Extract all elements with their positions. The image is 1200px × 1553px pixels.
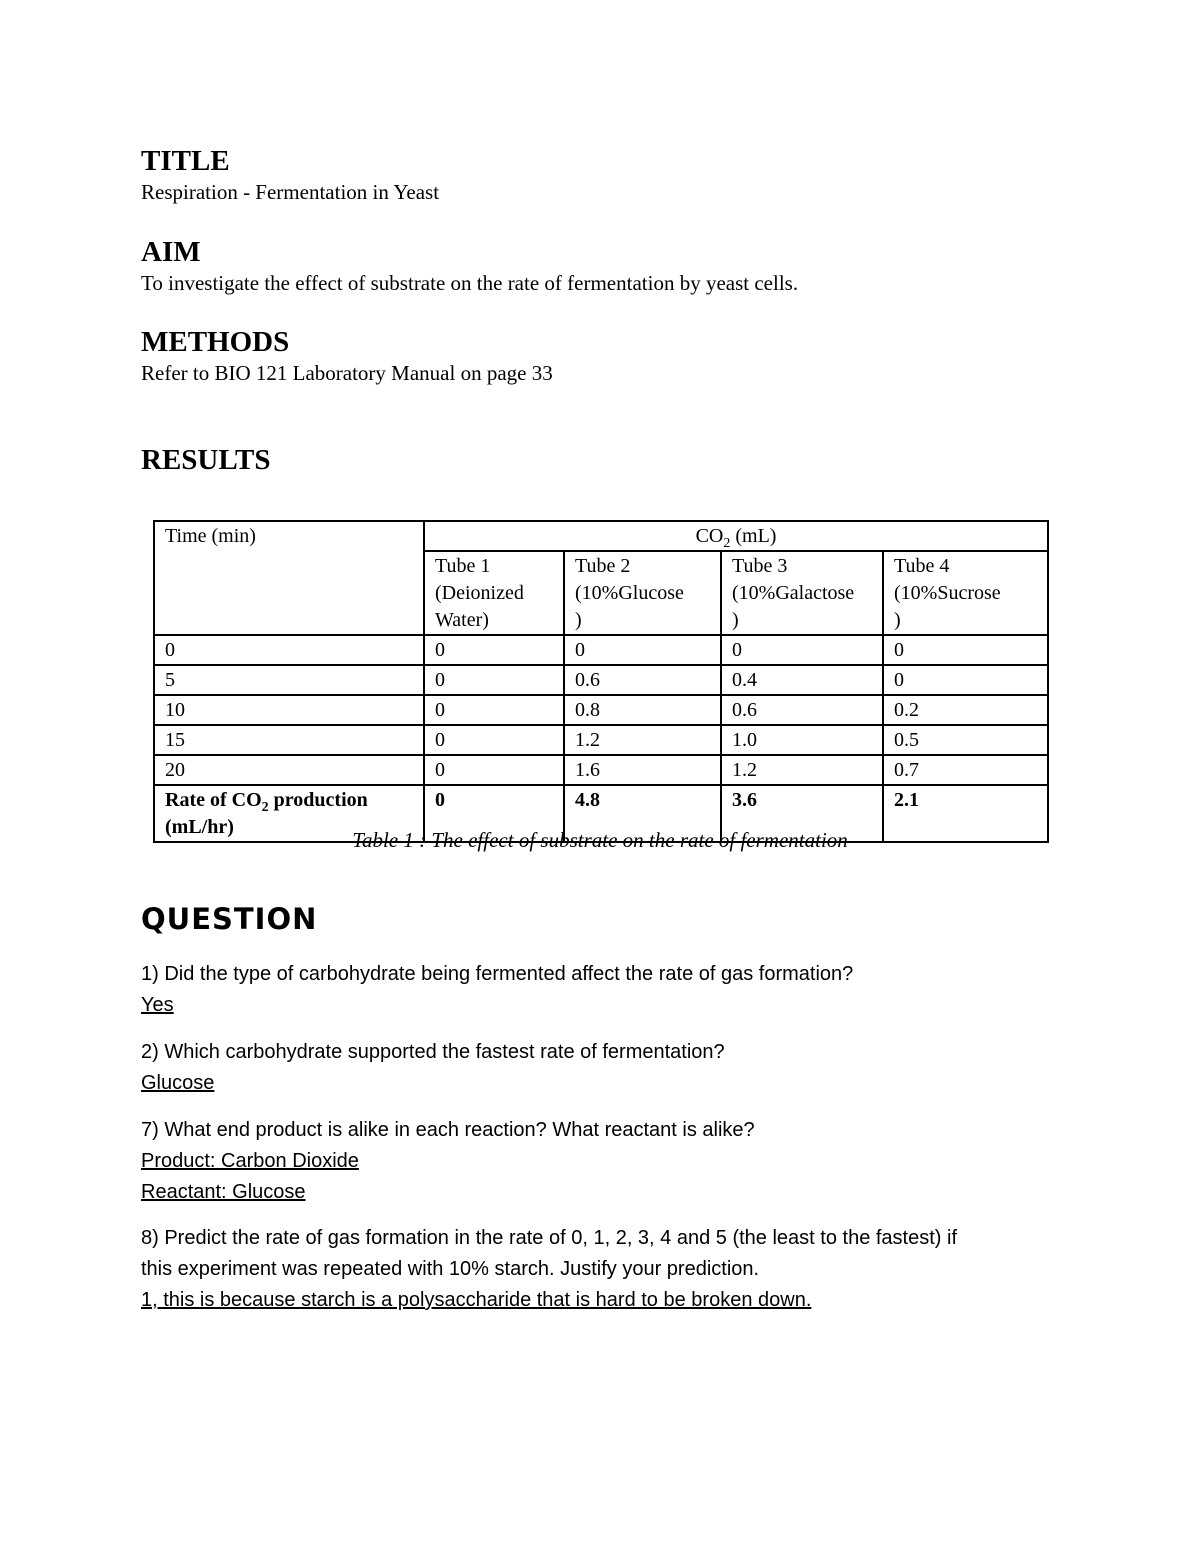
table-cell: 20 <box>154 755 424 785</box>
tube-3-header: Tube 3 (10%Galactose ) <box>721 551 883 635</box>
table-cell: 1.2 <box>721 755 883 785</box>
tube-4-header: Tube 4 (10%Sucrose ) <box>883 551 1048 635</box>
table-row <box>154 665 1048 695</box>
table-cell: 0 <box>721 635 883 665</box>
results-heading: RESULTS <box>141 444 271 476</box>
question-1: 1) Did the type of carbohydrate being fermented affect the rate of gas formation? <box>141 963 854 985</box>
rate-label-suffix: production <box>268 789 368 811</box>
table-cell: 5 <box>154 665 424 695</box>
table-cell: 0 <box>883 635 1048 665</box>
table-cell: 0 <box>424 755 564 785</box>
methods-text: Refer to BIO 121 Laboratory Manual on page 33 <box>141 361 553 385</box>
title-heading: TITLE <box>141 145 230 177</box>
title-text: Respiration - Fermentation in Yeast <box>141 180 440 204</box>
question-2: 2) Which carbohydrate supported the fastest rate of fermentation? <box>141 1041 725 1063</box>
aim-heading: AIM <box>141 236 201 268</box>
table-cell: 0 <box>424 695 564 725</box>
time-header: Time (min) <box>165 525 256 547</box>
aim-text: To investigate the effect of substrate on the rate of fermentation by yeast cells. <box>141 271 799 295</box>
table-cell: 0.4 <box>721 665 883 695</box>
time-header-cell <box>154 521 424 635</box>
answer-8: 1, this is because starch is a polysaccharide that is hard to be broken down. <box>141 1289 812 1311</box>
answer-7-reactant: Reactant: Glucose <box>141 1181 306 1203</box>
table-cell: 0 <box>883 665 1048 695</box>
table-row <box>154 755 1048 785</box>
question-7: 7) What end product is alike in each reaction? What reactant is alike? <box>141 1119 755 1141</box>
table-cell: 0 <box>154 635 424 665</box>
table-cell: 1.6 <box>564 755 721 785</box>
answer-1: Yes <box>141 994 174 1016</box>
methods-heading: METHODS <box>141 326 290 358</box>
co2-header-suffix: (mL) <box>730 525 777 547</box>
table-cell: 1.2 <box>564 725 721 755</box>
table-cell: 0.7 <box>883 755 1048 785</box>
table-cell: 0 <box>564 635 721 665</box>
table-cell: 10 <box>154 695 424 725</box>
table-caption: Table 1 : The effect of substrate on the rate of fermentation <box>352 828 848 852</box>
table-cell: 0.6 <box>721 695 883 725</box>
table-cell: 0 <box>424 635 564 665</box>
rate-value: 3.6 <box>721 785 883 842</box>
co2-header-prefix: CO <box>695 525 724 547</box>
table-cell: 0.2 <box>883 695 1048 725</box>
tube-2-header: Tube 2 (10%Glucose ) <box>564 551 721 635</box>
table-cell: 15 <box>154 725 424 755</box>
table-cell: 0.5 <box>883 725 1048 755</box>
table-cell: 0 <box>424 725 564 755</box>
question-heading: QUESTION <box>141 902 318 936</box>
rate-value: 4.8 <box>564 785 721 842</box>
answer-2: Glucose <box>141 1072 215 1094</box>
rate-label-unit: (mL/hr) <box>165 816 234 838</box>
question-8-line-1: 8) Predict the rate of gas formation in the rate of 0, 1, 2, 3, 4 and 5 (the least to the fastest) if <box>141 1227 958 1249</box>
table-row <box>154 695 1048 725</box>
table-cell: 0.6 <box>564 665 721 695</box>
rate-value: 2.1 <box>883 785 1048 842</box>
table-cell: 0.8 <box>564 695 721 725</box>
results-table <box>153 520 1049 843</box>
tube-1-header: Tube 1 (Deionized Water) <box>424 551 564 635</box>
table-cell: 1.0 <box>721 725 883 755</box>
question-8-line-2: this experiment was repeated with 10% starch. Justify your prediction. <box>141 1258 760 1280</box>
rate-value: 0 <box>424 785 564 842</box>
table-row <box>154 635 1048 665</box>
table-header-row <box>154 521 1048 551</box>
table-row <box>154 725 1048 755</box>
rate-label-sub: 2 <box>261 800 269 815</box>
answer-7-product: Product: Carbon Dioxide <box>141 1150 359 1172</box>
table-cell: 0 <box>424 665 564 695</box>
rate-label-prefix: Rate of CO <box>165 789 262 811</box>
co2-header-sub: 2 <box>723 536 731 551</box>
co2-header-cell <box>424 521 1048 551</box>
